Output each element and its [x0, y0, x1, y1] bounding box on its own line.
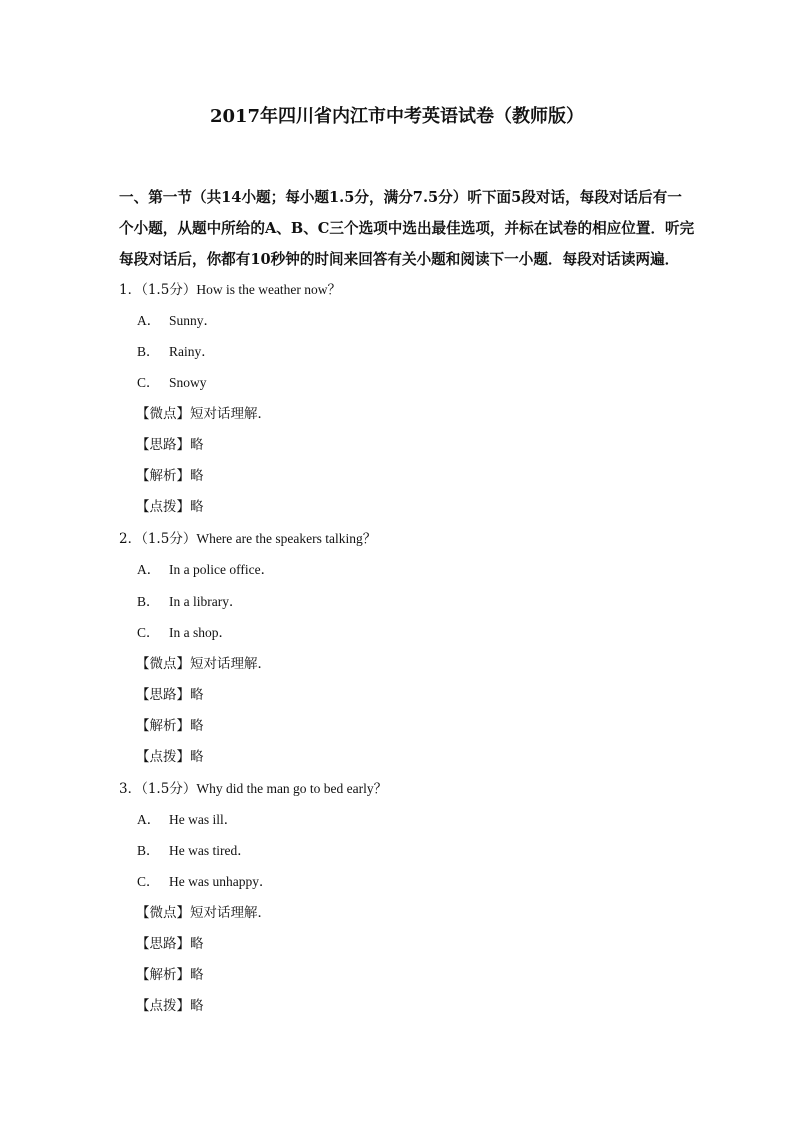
instructions-line: 一、第一节（共14小题；每小题1.5分，满分7.5分）听下面5段对话，每段对话后有一: [119, 189, 682, 206]
note-jiexi: 【解析】略: [136, 718, 204, 734]
question-number: 2．: [119, 531, 142, 547]
option-text: He was tired．: [169, 843, 251, 858]
instructions-line: 每段对话后，你都有10秒钟的时间来回答有关小题和阅读下一小题．每段对话读两遍．: [119, 251, 680, 268]
question-number: 1．: [119, 282, 142, 298]
option-b: [137, 342, 215, 362]
note-jiexi: 【解析】略: [136, 468, 204, 484]
option-text: Sunny．: [169, 313, 218, 328]
section-instructions: [119, 182, 695, 275]
question-2: [119, 529, 376, 549]
option-letter: C．: [137, 375, 160, 390]
option-a: [137, 311, 217, 331]
note-silu: 【思路】略: [136, 437, 204, 453]
option-b: [137, 841, 251, 861]
question-3: [119, 779, 387, 799]
option-letter: C．: [137, 625, 160, 640]
option-letter: B．: [137, 594, 160, 609]
option-c: [137, 373, 207, 393]
note-dianbo: 【点拨】略: [136, 998, 204, 1014]
option-c: [137, 623, 232, 643]
question-score: （1.5分）: [141, 531, 197, 547]
question-text: How is the weather now？: [196, 282, 342, 297]
option-a: [137, 810, 237, 830]
option-letter: A．: [137, 313, 161, 328]
option-a: [137, 560, 274, 580]
option-letter: A．: [137, 812, 161, 827]
question-number: 3．: [119, 781, 142, 797]
note-dianbo: 【点拨】略: [136, 749, 204, 765]
note-jiexi: 【解析】略: [136, 967, 204, 983]
option-text: Snowy: [169, 375, 207, 390]
option-text: In a police office．: [169, 562, 275, 577]
option-text: In a shop．: [169, 625, 232, 640]
question-score: （1.5分）: [141, 781, 197, 797]
note-silu: 【思路】略: [136, 687, 204, 703]
option-letter: C．: [137, 874, 160, 889]
note-weidian: 【微点】短对话理解．: [136, 656, 271, 672]
note-weidian: 【微点】短对话理解．: [136, 905, 271, 921]
question-score: （1.5分）: [141, 282, 197, 298]
option-text: In a library．: [169, 594, 243, 609]
instructions-line: 个小题，从题中所给的A、B、C三个选项中选出最佳选项，并标在试卷的相应位置．听完: [119, 220, 695, 237]
question-text: Where are the speakers talking？: [196, 531, 377, 546]
option-letter: B．: [137, 843, 160, 858]
question-1: [119, 280, 341, 300]
option-letter: B．: [137, 344, 160, 359]
note-silu: 【思路】略: [136, 936, 204, 952]
note-weidian: 【微点】短对话理解．: [136, 406, 271, 422]
option-b: [137, 592, 242, 612]
option-text: Rainy．: [169, 344, 215, 359]
option-letter: A．: [137, 562, 161, 577]
option-c: [137, 872, 272, 892]
option-text: He was ill．: [169, 812, 238, 827]
note-dianbo: 【点拨】略: [136, 499, 204, 515]
option-text: He was unhappy．: [169, 874, 273, 889]
page-title: 2017年四川省内江市中考英语试卷（教师版）: [209, 106, 585, 127]
question-text: Why did the man go to bed early？: [196, 781, 388, 796]
